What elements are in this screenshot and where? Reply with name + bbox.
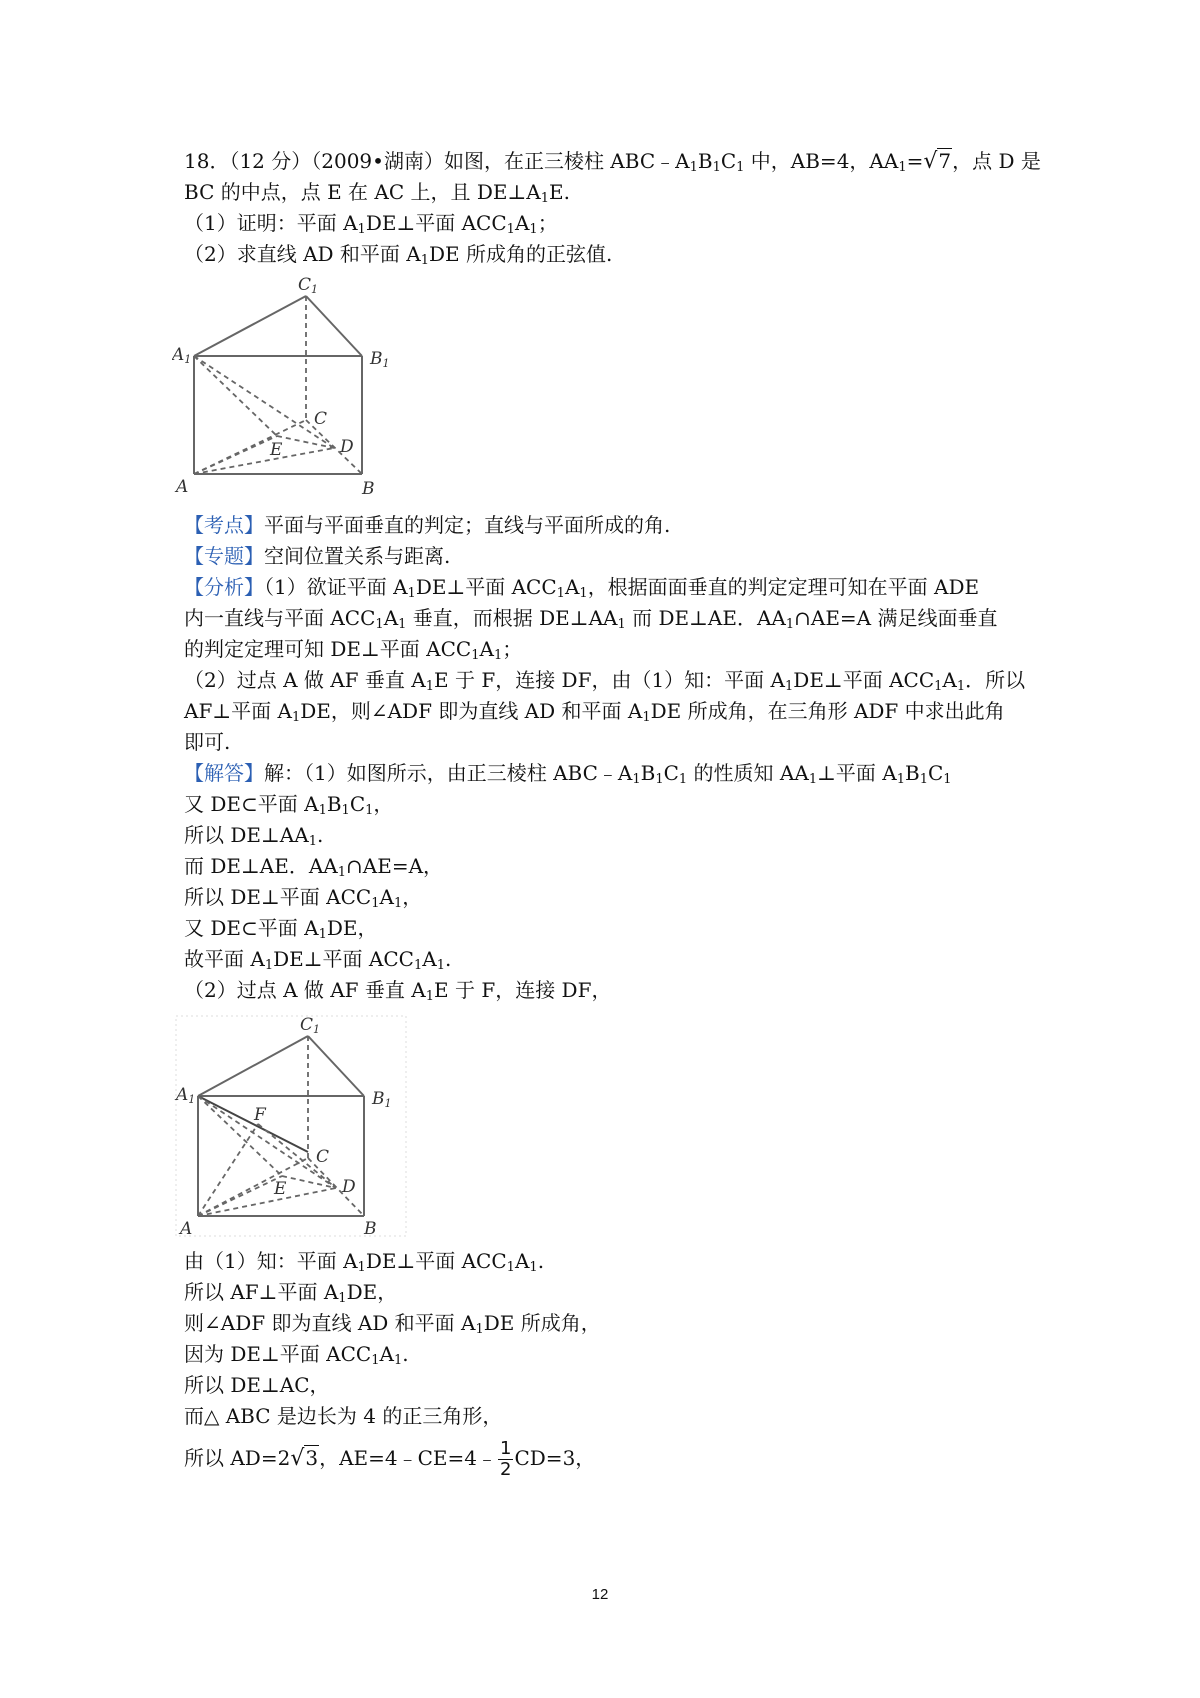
label-B1: B1 <box>370 349 390 370</box>
label-C: C <box>314 409 328 429</box>
kaodian: 【考点】平面与平面垂直的判定；直线与平面所成的角. <box>184 513 671 537</box>
fenxi-line-1: 【分析】（1）欲证平面 $A_1DE\perp$平面 $ACC_1A_1$，根据面面垂直的判定定理可知在平面 ADE <box>184 575 980 601</box>
jieda-line-2: 又 DE⊂平面 $A_1B_1C_1$， <box>184 792 394 818</box>
label-B: B <box>362 479 375 499</box>
label-C: C <box>316 1147 330 1167</box>
jieda-line-11: 则∠ADF 即为直线 AD 和平面 $A_1DE$ 所成角， <box>184 1311 601 1337</box>
label-C1: C1 <box>300 1015 321 1036</box>
question-1: （1）证明：平面 $A_1DE\perp$平面 $ACC_1A_1$； <box>184 211 558 237</box>
label-A1: A1 <box>176 1085 196 1106</box>
jieda-line-13: 所以 DE⊥AC， <box>184 1373 330 1397</box>
label-F: F <box>254 1105 266 1125</box>
document-body <box>172 146 1044 1481</box>
problem-line-1: 18．（12 分）（2009•湖南）如图，在正三棱柱 $ABC﹣A_1B_1C_1$ 中，AB=4，$AA_1=√7$，点 D 是 <box>184 149 1041 175</box>
label-E: E <box>274 1179 287 1199</box>
question-2: （2）求直线 AD 和平面 $A_1DE$ 所成角的正弦值. <box>184 242 613 268</box>
jieda-line-12: 因为 DE⊥平面 $ACC_1A_1$. <box>184 1342 409 1368</box>
label-C1: C1 <box>298 276 319 296</box>
label-D: D <box>340 437 354 457</box>
jieda-line-15: 所以 AD=2√3，AE=4﹣CE=4﹣ $\frac{1}{2}$ CD=3， <box>184 1438 596 1480</box>
jieda-line-8: （2）过点 A 做 AF 垂直 $A_1E$ 于 F，连接 DF， <box>184 978 612 1004</box>
label-A: A <box>180 1219 193 1239</box>
jieda-line-4: 而 DE⊥AE．$AA_1\cap AE=A$， <box>184 854 444 880</box>
jieda-line-14: 而△ ABC 是边长为 4 的正三角形， <box>184 1404 503 1428</box>
jieda-line-7: 故平面 $A_1DE\perp$平面 $ACC_1A_1$. <box>184 947 452 973</box>
jieda-line-6: 又 DE⊂平面 $A_1DE$， <box>184 916 378 942</box>
label-E: E <box>270 440 283 460</box>
jieda-line-9: 由（1）知：平面 $A_1DE\perp$平面 $ACC_1A_1$. <box>184 1249 545 1275</box>
label-A1: A1 <box>172 345 192 366</box>
prism-figure-1 <box>172 276 412 506</box>
zhuanti: 【专题】空间位置关系与距离. <box>184 544 451 568</box>
label-A: A <box>176 477 189 497</box>
jieda-line-1: 【解答】解：（1）如图所示，由正三棱柱 $ABC﹣A_1B_1C_1$ 的性质知 $AA_1\perp$平面 $A_1B_1C_1$ <box>184 761 952 787</box>
jieda-line-5: 所以 DE⊥平面 $ACC_1A_1$， <box>184 885 423 911</box>
label-D: D <box>342 1177 356 1197</box>
label-B1: B1 <box>372 1089 392 1110</box>
fenxi-line-3: 的判定定理可知 DE⊥平面 $ACC_1A_1$； <box>184 637 523 663</box>
fenxi-line-5: AF⊥平面 $A_1DE$，则∠ADF 即为直线 AD 和平面 $A_1DE$ 所成角，在三角形 ADF 中求出此角 <box>184 699 1005 725</box>
prism-figure-2 <box>172 1012 412 1242</box>
jieda-line-3: 所以 $DE\perp AA_1$. <box>184 823 324 849</box>
jieda-line-10: 所以 AF⊥平面 $A_1DE$， <box>184 1280 398 1306</box>
fenxi-line-4: （2）过点 A 做 AF 垂直 $A_1E$ 于 F，连接 DF，由（1）知：平面 $A_1DE\perp$平面 $ACC_1A_1$．所以 <box>184 668 1026 694</box>
problem-line-2: BC 的中点，点 E 在 AC 上，且 $DE\perp A_1E$. <box>184 180 570 206</box>
label-B: B <box>364 1219 377 1239</box>
fraction-one-half: $\frac{1}{2}$ <box>500 1438 512 1480</box>
fenxi-line-6: 即可. <box>184 730 231 754</box>
page-number: 12 <box>591 1586 609 1603</box>
sqrt-sign: √ <box>923 149 938 174</box>
fenxi-line-2: 内一直线与平面 $ACC_1A_1$ 垂直，而根据 $DE\perp AA_1$ 而 DE⊥AE．$AA_1\cap AE=A$ 满足线面垂直 <box>184 606 998 632</box>
sqrt-sign: √ <box>290 1446 305 1471</box>
